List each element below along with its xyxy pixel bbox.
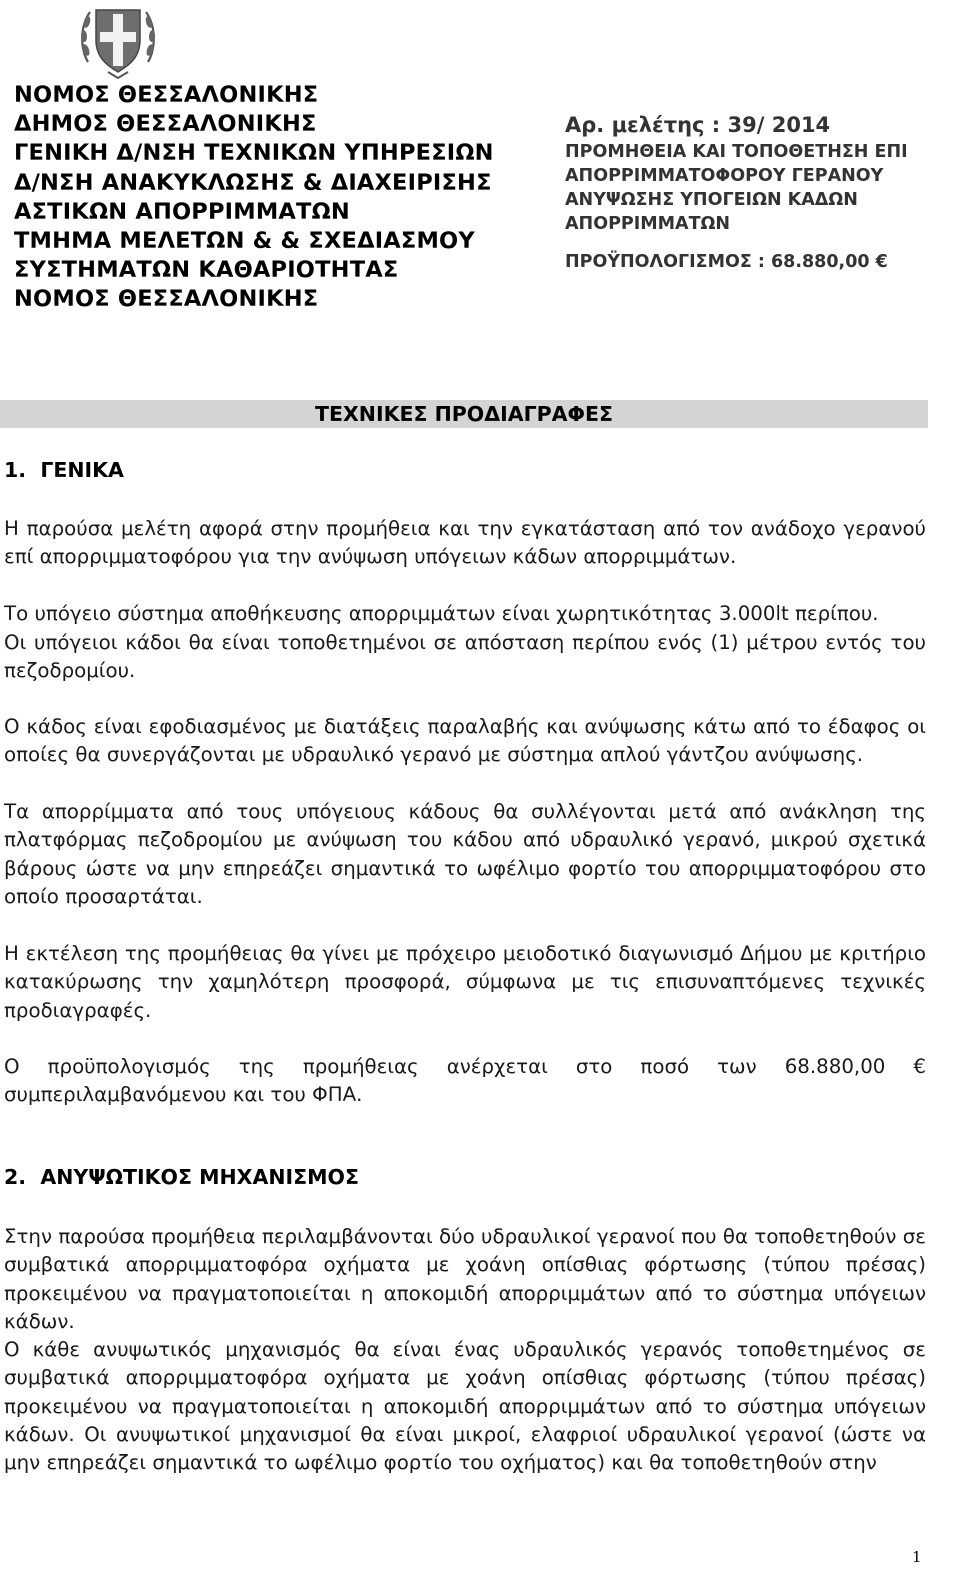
project-title-line: ΠΡΟΜΗΘΕΙΑ ΚΑΙ ΤΟΠΟΘΕΤΗΣΗ ΕΠΙ <box>565 142 908 162</box>
section-2-paragraph <box>4 1336 926 1477</box>
section-1-paragraph <box>4 629 926 686</box>
budget-line: ΠΡΟΫΠΟΛΟΓΙΣΜΟΣ : 68.880,00 € <box>565 252 888 272</box>
section-2-paragraph <box>4 1223 926 1336</box>
authority-line: ΤΜΗΜΑ ΜΕΛΕΤΩΝ & & ΣΧΕΔΙΑΣΜΟΥ <box>14 228 475 255</box>
authority-line: ΝΟΜΟΣ ΘΕΣΣΑΛΟΝΙΚΗΣ <box>14 82 319 108</box>
paragraph-text: Ο προϋπολογισμός της προμήθειας ανέρχεται στο ποσό των 68.880,00 € συμπεριλαμβανόμενου και του ΦΠΑ. <box>4 1055 926 1107</box>
authority-line: ΔΗΜΟΣ ΘΕΣΣΑΛΟΝΙΚΗΣ <box>14 111 317 138</box>
authority-line: ΝΟΜΟΣ ΘΕΣΣΑΛΟΝΙΚΗΣ <box>14 286 319 313</box>
technical-specifications-banner: ΤΕΧΝΙΚΕΣ ΠΡΟΔΙΑΓΡΑΦΕΣ <box>0 400 928 428</box>
paragraph-text: Τα απορρίμματα από τους υπόγειους κάδους θα συλλέγονται μετά από ανάκληση της πλατφόρμας πεζοδρομίου με ανύψωση του κάδου από υδραυλικό γερανό, μικρού σχετικά βάρους ώστε να μην επηρεάζει σημαντικά το ωφέλιμο φορτίο του απορριμματοφόρου στο οποίο προσαρτάται. <box>4 800 926 908</box>
paragraph-text: Οι υπόγειοι κάδοι θα είναι τοποθετημένοι σε απόσταση περίπου ενός (1) μέτρου εντός του πεζοδρομίου. <box>4 631 926 683</box>
greek-coat-of-arms-icon <box>78 0 158 80</box>
authority-line: Δ/ΝΣΗ ΑΝΑΚΥΚΛΩΣΗΣ & ΔΙΑΧΕΙΡΙΣΗΣ <box>14 169 492 196</box>
paragraph-text: Στην παρούσα προμήθεια περιλαμβάνονται δύο υδραυλικοί γερανοί που θα τοποθετηθούν σε συμβατικά απορριμματοφόρα οχήματα με χοάνη οπίσθιας φόρτωσης (τύπου πρέσας) προκειμένου να πραγματοποιείται η αποκομιδή απορριμμάτων από το σύστημα υπόγειων κάδων. <box>4 1225 926 1333</box>
project-title-line: ΑΠΟΡΡΙΜΜΑΤΩΝ <box>565 214 731 234</box>
paragraph-text: Η παρούσα μελέτη αφορά στην προμήθεια και την εγκατάσταση από τον ανάδοχο γερανού επί απορριμματοφόρου για την ανύψωση υπόγειων κάδων απορριμμάτων. <box>4 517 926 569</box>
authority-line: ΓΕΝΙΚΗ Δ/ΝΣΗ ΤΕΧΝΙΚΩΝ ΥΠΗΡΕΣΙΩΝ <box>14 140 494 167</box>
page-number: 1 <box>912 1548 922 1566</box>
paragraph-text: Το υπόγειο σύστημα αποθήκευσης απορριμμάτων είναι χωρητικότητας 3.000lt περίπου. <box>4 602 879 625</box>
section-1-paragraph <box>4 515 926 572</box>
project-info-block <box>565 110 960 274</box>
paragraph-text: Ο κάδος είναι εφοδιασμένος με διατάξεις παραλαβής και ανύψωσης κάτω από το έδαφος οι οποίες θα συνεργάζονται με υδραυλικό γερανό με σύστημα απλού γάντζου ανύψωσης. <box>4 715 926 767</box>
section-1-paragraph <box>4 713 926 770</box>
issuing-authority-block <box>14 81 554 315</box>
authority-line: ΑΣΤΙΚΩΝ ΑΠΟΡΡΙΜΜΑΤΩΝ <box>14 198 350 225</box>
section-2-heading: 2. ΑΝΥΨΩΤΙΚΟΣ ΜΗΧΑΝΙΣΜΟΣ <box>4 1165 359 1189</box>
authority-line: ΣΥΣΤΗΜΑΤΩΝ ΚΑΘΑΡΙΟΤΗΤΑΣ <box>14 257 399 284</box>
section-1-paragraph <box>4 1053 926 1110</box>
section-1-paragraph <box>4 798 926 911</box>
project-title-line: ΑΝΥΨΩΣΗΣ ΥΠΟΓΕΙΩΝ ΚΑΔΩΝ <box>565 190 858 210</box>
project-title-line: ΑΠΟΡΡΙΜΜΑΤΟΦΟΡΟΥ ΓΕΡΑΝΟΥ <box>565 166 884 186</box>
section-1-paragraph <box>4 940 926 1025</box>
paragraph-text: Η εκτέλεση της προμήθειας θα γίνει με πρόχειρο μειοδοτικό διαγωνισμό Δήμου με κριτήριο κατακύρωσης την χαμηλότερη προσφορά, σύμφωνα με τις επισυναπτόμενες τεχνικές προδιαγραφές. <box>4 942 926 1022</box>
study-number: Αρ. μελέτης : 39/ 2014 <box>565 113 831 137</box>
paragraph-text: Ο κάθε ανυψωτικός μηχανισμός θα είναι ένας υδραυλικός γερανός τοποθετημένος σε συμβατικά απορριμματοφόρα οχήματα με χοάνη οπίσθιας φόρτωσης (τύπου πρέσας) προκειμένου να πραγματοποιείται η αποκομιδή απορριμμάτων από το σύστημα υπόγειων κάδων. Οι ανυψωτικοί μηχανισμοί θα είναι μικροί, ελαφριοί υδραυλικοί γερανοί (ώστε να μην επηρεάζει σημαντικά το ωφέλιμο φορτίο του οχήματος) και θα τοποθετηθούν στην <box>4 1338 926 1475</box>
section-1-heading: 1. ΓΕΝΙΚΑ <box>4 458 124 482</box>
section-1-paragraph <box>4 600 926 628</box>
